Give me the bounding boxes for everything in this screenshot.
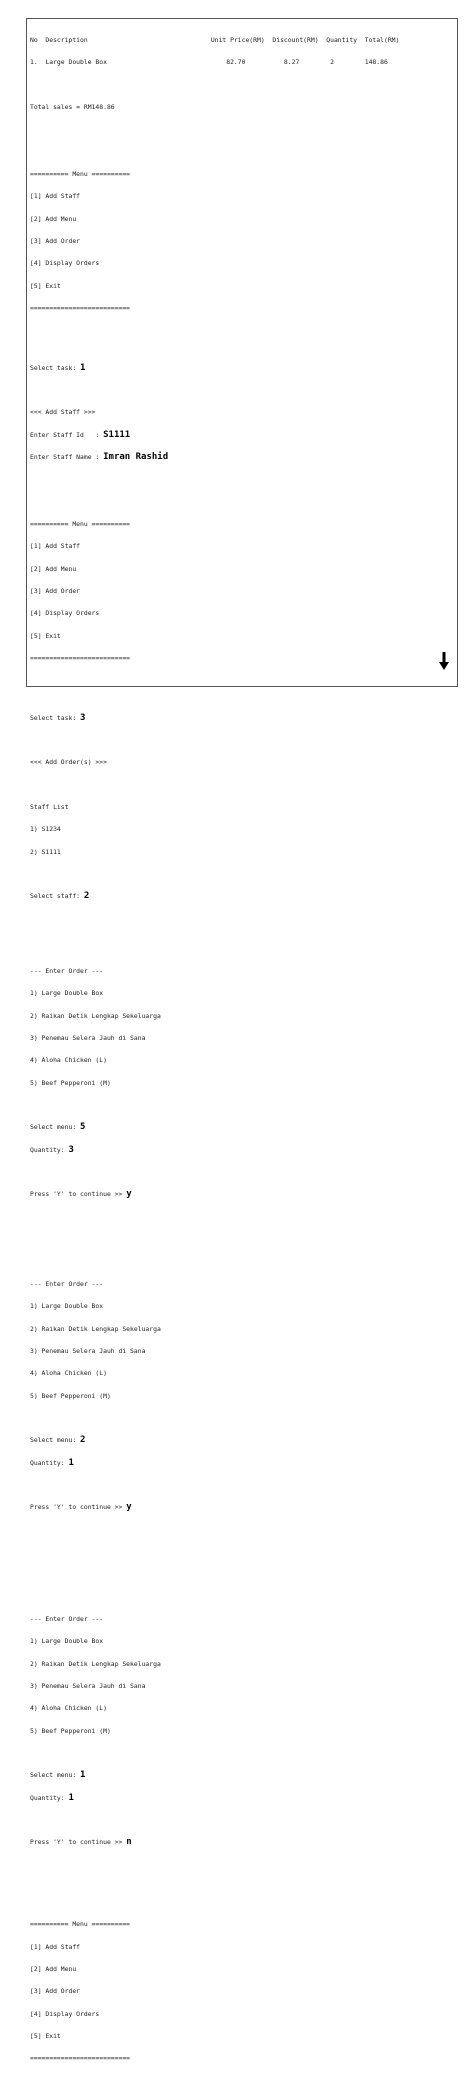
menu-item: [4] Display Orders — [30, 609, 100, 618]
order-menu-item: 4) Aloha Chicken (L) — [30, 1056, 107, 1065]
order-block — [30, 1266, 454, 1527]
menu-item: [2] Add Menu — [30, 214, 77, 223]
total-sales: Total sales = RM148.86 — [30, 102, 115, 111]
menu-item: [5] Exit — [30, 631, 61, 640]
task-input[interactable]: 3 — [80, 712, 86, 723]
order-menu-item: 1) Large Double Box — [30, 1637, 104, 1646]
continue-prompt: Press 'Y' to continue >> y — [30, 1189, 132, 1200]
menu-item: [1] Add Staff — [30, 542, 81, 551]
menu-bottom: ========================== — [30, 654, 131, 663]
menu-top: ========== Menu ========== — [30, 520, 131, 529]
quantity-prompt: Quantity: 1 — [30, 1792, 74, 1803]
menu-bottom: ========================== — [30, 304, 131, 313]
staff-list-item: 2) S1111 — [30, 847, 61, 856]
order-header: --- Enter Order --- — [30, 966, 104, 975]
menu-item: [1] Add Staff — [30, 192, 81, 201]
menu-choice-input[interactable]: 5 — [80, 1122, 86, 1133]
menu-choice-input[interactable]: 1 — [80, 1770, 86, 1781]
console-output — [30, 22, 454, 2093]
select-task-prompt: Select task: 1 — [30, 362, 86, 373]
continue-input[interactable]: y — [126, 1189, 132, 1200]
menu-item: [1] Add Staff — [30, 1942, 81, 1951]
staff-id-input[interactable]: S1111 — [103, 429, 131, 440]
order-menu-item: 1) Large Double Box — [30, 1302, 104, 1311]
order-menu-item: 2) Raikan Detik Lengkap Sekeluarga — [30, 1011, 161, 1020]
order-block — [30, 953, 454, 1214]
select-menu-prompt: Select menu: 2 — [30, 1435, 86, 1446]
order-menu-item: 2) Raikan Detik Lengkap Sekeluarga — [30, 1659, 161, 1668]
menu-item: [2] Add Menu — [30, 564, 77, 573]
menu-choice-input[interactable]: 2 — [80, 1435, 86, 1446]
staff-list-title: Staff List — [30, 803, 69, 812]
order-menu-item: 3) Penemau Selera Jauh di Sana — [30, 1034, 146, 1042]
menu-item: [3] Add Order — [30, 587, 81, 596]
continue-prompt: Press 'Y' to continue >> y — [30, 1502, 132, 1513]
staff-list-item: 1) S1234 — [30, 825, 61, 834]
select-task-prompt: Select task: 3 — [30, 712, 86, 723]
select-staff-prompt: Select staff: 2 — [30, 891, 90, 902]
order-menu-item: 4) Aloha Chicken (L) — [30, 1369, 107, 1378]
continue-input[interactable]: n — [126, 1837, 132, 1848]
add-staff-header: <<< Add Staff >>> — [30, 408, 96, 417]
staff-name-input[interactable]: Imran Rashid — [103, 452, 169, 463]
console-window — [26, 18, 458, 2063]
menu-item: [2] Add Menu — [30, 1965, 77, 1974]
order-block — [30, 1601, 454, 1862]
quantity-input[interactable]: 1 — [68, 1457, 74, 1468]
staff-name-prompt: Enter Staff Name : Imran Rashid — [30, 452, 169, 463]
down-arrow-icon — [439, 652, 449, 670]
order-menu-item: 3) Penemau Selera Jauh di Sana — [30, 1346, 146, 1355]
task-input[interactable]: 1 — [80, 362, 86, 373]
menu-bottom: ========================== — [30, 2054, 131, 2063]
staff-choice-input[interactable]: 2 — [83, 891, 90, 902]
menu-block-1 — [30, 156, 454, 327]
order-menu-item: 5) Beef Pepperoni (M) — [30, 1078, 111, 1087]
order-header: --- Enter Order --- — [30, 1279, 104, 1288]
menu-item: [4] Display Orders — [30, 2009, 100, 2018]
quantity-prompt: Quantity: 3 — [30, 1144, 74, 1155]
order-menu-item: 3) Penemau Selera Jauh di Sana — [30, 1682, 146, 1691]
menu-top: ========== Menu ========== — [30, 169, 131, 178]
table-row: 1. Large Double Box 82.70 8.27 2 148.86 — [30, 58, 388, 67]
add-order-header: <<< Add Order(s) >>> — [30, 758, 107, 767]
menu-item: [3] Add Order — [30, 1987, 81, 1996]
menu-block-2 — [30, 506, 454, 677]
order-menu-item: 5) Beef Pepperoni (M) — [30, 1726, 111, 1735]
order-header: --- Enter Order --- — [30, 1615, 104, 1623]
menu-item: [3] Add Order — [30, 237, 81, 246]
menu-item: [5] Exit — [30, 2032, 61, 2041]
menu-item: [4] Display Orders — [30, 259, 100, 268]
order-menu-item: 2) Raikan Detik Lengkap Sekeluarga — [30, 1324, 161, 1333]
menu-block-3 — [30, 1906, 454, 2077]
continue-input[interactable]: y — [126, 1502, 132, 1513]
menu-item: [5] Exit — [30, 281, 61, 290]
select-menu-prompt: Select menu: 1 — [30, 1770, 86, 1781]
order-menu-item: 4) Aloha Chicken (L) — [30, 1704, 107, 1713]
order-menu-item: 1) Large Double Box — [30, 989, 104, 998]
quantity-prompt: Quantity: 1 — [30, 1457, 74, 1468]
menu-top: ========== Menu ========== — [30, 1920, 131, 1929]
table-header: No Description Unit Price(RM) Discount(RM) Quantity Total(RM) — [30, 35, 400, 44]
order-menu-item: 5) Beef Pepperoni (M) — [30, 1391, 111, 1400]
quantity-input[interactable]: 3 — [68, 1144, 74, 1155]
quantity-input[interactable]: 1 — [68, 1792, 74, 1803]
continue-prompt: Press 'Y' to continue >> n — [30, 1837, 132, 1848]
select-menu-prompt: Select menu: 5 — [30, 1122, 86, 1133]
staff-id-prompt: Enter Staff Id : S1111 — [30, 429, 131, 440]
